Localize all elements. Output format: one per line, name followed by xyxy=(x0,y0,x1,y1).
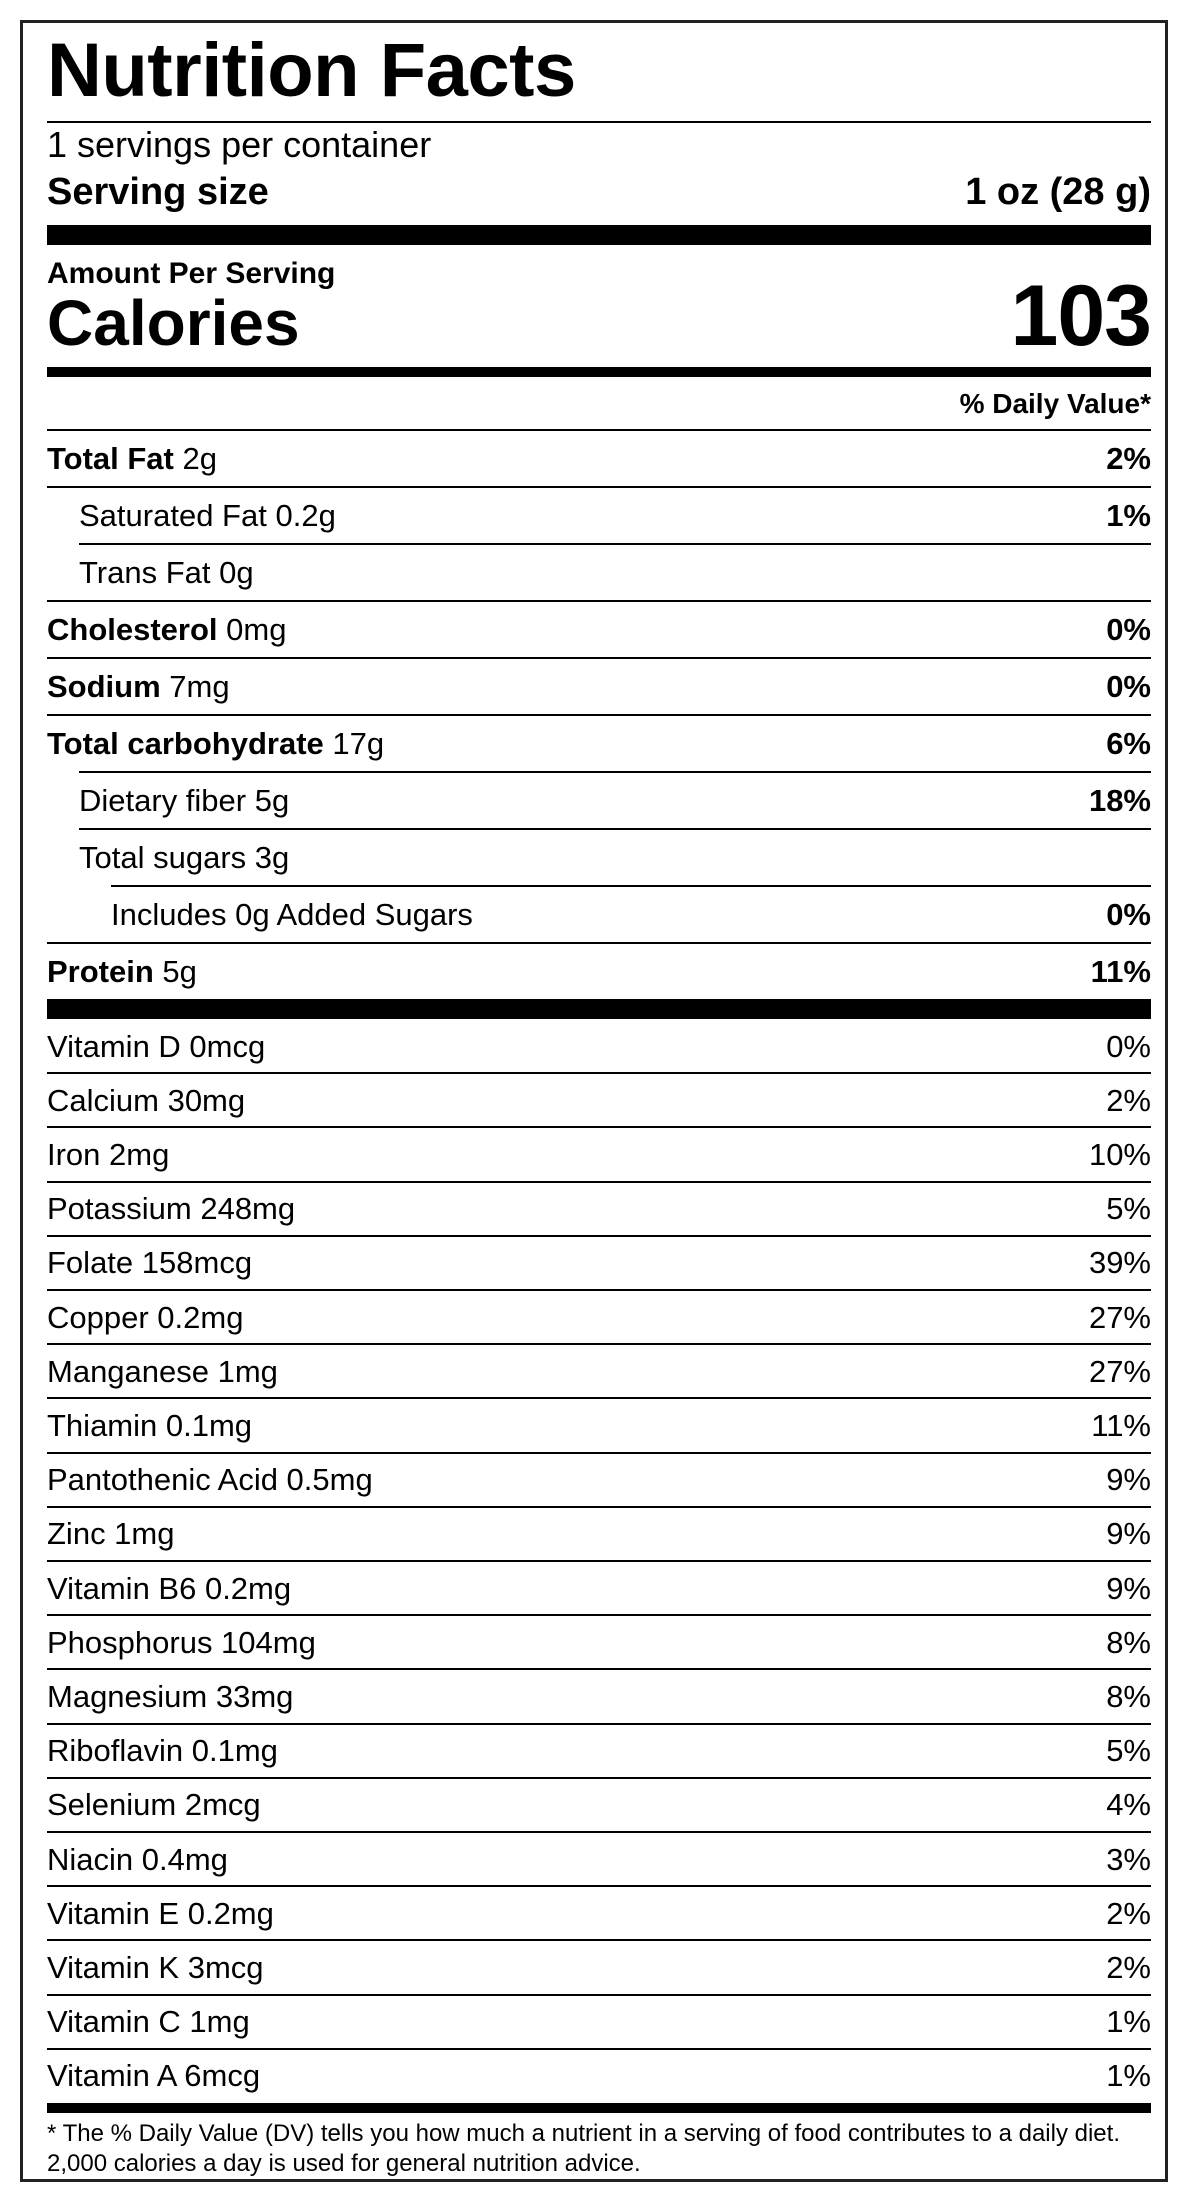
vitamin-dv: 9% xyxy=(1106,1462,1151,1498)
serving-size-value: 1 oz (28 g) xyxy=(965,171,1151,213)
nutrient-row-total-fat xyxy=(47,431,1151,486)
thick-divider xyxy=(47,999,1151,1019)
vitamin-label: Vitamin D 0mcg xyxy=(47,1028,266,1064)
label-title: Nutrition Facts xyxy=(47,28,576,113)
vitamin-row xyxy=(47,1886,1151,1940)
nutrient-row-total-carbohydrate xyxy=(47,716,1151,771)
nutrient-dv: 0% xyxy=(1106,612,1151,647)
nutrient-row-saturated-fat xyxy=(47,488,1151,543)
vitamin-row xyxy=(47,1398,1151,1452)
vitamin-label: Manganese 1mg xyxy=(47,1353,278,1389)
nutrient-amount: 7mg xyxy=(169,669,230,704)
nutrient-dv: 6% xyxy=(1106,726,1151,761)
nutrient-dv: 18% xyxy=(1088,783,1151,818)
vitamin-label: Calcium 30mg xyxy=(47,1082,246,1118)
vitamin-label: Phosphorus 104mg xyxy=(47,1624,316,1660)
vitamin-label: Iron 2mg xyxy=(47,1136,170,1172)
vitamin-label: Vitamin K 3mcg xyxy=(47,1949,264,1985)
nutrient-name: Trans Fat xyxy=(79,555,211,590)
nutrient-label xyxy=(47,842,289,873)
vitamin-row xyxy=(47,1127,1151,1181)
vitamin-label: Pantothenic Acid 0.5mg xyxy=(47,1462,373,1498)
nutrient-amount: 2g xyxy=(182,441,217,476)
nutrient-label xyxy=(47,671,230,702)
vitamin-row xyxy=(47,1778,1151,1832)
nutrient-row-protein xyxy=(47,944,1151,999)
calories-value: 103 xyxy=(1010,268,1151,364)
nutrient-amount: 0.2g xyxy=(275,498,336,533)
vitamin-row xyxy=(47,1995,1151,2049)
thick-divider xyxy=(47,225,1151,245)
serving-size-label: Serving size xyxy=(47,171,269,213)
vitamin-row xyxy=(47,1290,1151,1344)
nutrient-dv: 1% xyxy=(1106,498,1151,533)
vitamin-label: Folate 158mcg xyxy=(47,1245,253,1281)
vitamin-dv: 2% xyxy=(1106,1949,1151,1985)
vitamin-dv: 8% xyxy=(1106,1678,1151,1714)
nutrient-name: Sodium xyxy=(47,669,161,704)
vitamin-row xyxy=(47,1236,1151,1290)
vitamin-dv: 1% xyxy=(1106,2058,1151,2094)
nutrient-dv: 0% xyxy=(1106,897,1151,932)
vitamin-row xyxy=(47,1832,1151,1886)
nutrient-label xyxy=(47,785,289,816)
nutrient-row-cholesterol xyxy=(47,602,1151,657)
vitamin-label: Zinc 1mg xyxy=(47,1516,175,1552)
vitamin-row xyxy=(47,1940,1151,1994)
nutrition-facts-label xyxy=(20,20,1168,2182)
serving-size-row xyxy=(47,173,1151,211)
nutrient-amount: 5g xyxy=(162,954,197,989)
vitamin-label: Niacin 0.4mg xyxy=(47,1841,228,1877)
vitamin-label: Vitamin B6 0.2mg xyxy=(47,1570,292,1606)
vitamin-dv: 0% xyxy=(1106,1028,1151,1064)
vitamin-dv: 27% xyxy=(1088,1353,1151,1389)
vitamin-label: Vitamin E 0.2mg xyxy=(47,1895,274,1931)
nutrient-name: Dietary fiber xyxy=(79,783,247,818)
nutrient-label xyxy=(47,956,197,987)
vitamin-dv: 9% xyxy=(1106,1516,1151,1552)
nutrient-label xyxy=(47,557,254,588)
vitamin-label: Magnesium 33mg xyxy=(47,1678,294,1714)
nutrient-name: Saturated Fat xyxy=(79,498,267,533)
vitamin-row xyxy=(47,2049,1151,2103)
vitamin-label: Vitamin C 1mg xyxy=(47,2004,250,2040)
vitamin-row xyxy=(47,1724,1151,1778)
vitamin-label: Selenium 2mcg xyxy=(47,1787,261,1823)
footnote: * The % Daily Value (DV) tells you how much a nutrient in a serving of food contributes to a daily diet. 2,000 calories a day is used for general nutrition advice. xyxy=(47,2120,1120,2177)
vitamin-row xyxy=(47,1507,1151,1561)
vitamin-row xyxy=(47,1615,1151,1669)
vitamin-dv: 11% xyxy=(1091,1407,1151,1443)
vitamin-row xyxy=(47,1019,1151,1073)
vitamin-dv: 1% xyxy=(1106,2004,1151,2040)
nutrient-row-trans-fat xyxy=(47,545,1151,600)
nutrient-row-sodium xyxy=(47,659,1151,714)
servings-per-container: 1 servings per container xyxy=(47,124,432,165)
medium-divider xyxy=(47,367,1151,377)
vitamin-label: Thiamin 0.1mg xyxy=(47,1407,253,1443)
vitamin-dv: 5% xyxy=(1106,1191,1151,1227)
daily-value-header: % Daily Value* xyxy=(959,388,1151,419)
nutrient-name: Total Fat xyxy=(47,441,174,476)
vitamin-row xyxy=(47,1561,1151,1615)
vitamin-label: Vitamin A 6mcg xyxy=(47,2058,261,2094)
nutrient-name: Protein xyxy=(47,954,154,989)
nutrient-label xyxy=(47,500,336,531)
vitamin-dv: 9% xyxy=(1106,1570,1151,1606)
vitamin-label: Potassium 248mg xyxy=(47,1191,296,1227)
vitamin-row xyxy=(47,1073,1151,1127)
vitamin-dv: 5% xyxy=(1106,1733,1151,1769)
nutrient-name: Total sugars xyxy=(79,840,247,875)
vitamin-row xyxy=(47,1453,1151,1507)
nutrient-name: Cholesterol xyxy=(47,612,218,647)
vitamin-dv: 2% xyxy=(1106,1082,1151,1118)
nutrient-amount: 3g xyxy=(254,840,290,875)
vitamin-dv: 4% xyxy=(1106,1787,1151,1823)
vitamin-label: Riboflavin 0.1mg xyxy=(47,1733,278,1769)
nutrient-label xyxy=(47,443,217,474)
nutrient-dv: 2% xyxy=(1106,441,1151,476)
nutrient-amount: 0mg xyxy=(226,612,287,647)
vitamin-dv: 27% xyxy=(1088,1299,1151,1335)
vitamin-row xyxy=(47,1182,1151,1236)
vitamin-row xyxy=(47,1344,1151,1398)
vitamin-dv: 8% xyxy=(1106,1624,1151,1660)
nutrient-dv: 11% xyxy=(1090,954,1151,989)
nutrient-label xyxy=(47,899,473,930)
vitamin-dv: 39% xyxy=(1088,1245,1151,1281)
nutrient-row-total-sugars xyxy=(47,830,1151,885)
divider xyxy=(47,121,1151,123)
nutrient-row-added-sugars xyxy=(47,887,1151,942)
medium-divider xyxy=(47,2103,1151,2113)
nutrient-amount: 17g xyxy=(332,726,385,761)
nutrient-name: Includes 0g Added Sugars xyxy=(111,897,473,932)
nutrient-label xyxy=(47,614,286,645)
vitamin-dv: 3% xyxy=(1106,1841,1151,1877)
nutrient-row-dietary-fiber xyxy=(47,773,1151,828)
amount-per-serving: Amount Per Serving xyxy=(47,257,336,290)
nutrient-name: Total carbohydrate xyxy=(47,726,324,761)
nutrient-amount: 0g xyxy=(219,555,254,590)
vitamin-dv: 10% xyxy=(1088,1136,1151,1172)
vitamin-dv: 2% xyxy=(1106,1895,1151,1931)
nutrient-label xyxy=(47,728,384,759)
vitamin-row xyxy=(47,1669,1151,1723)
vitamin-label: Copper 0.2mg xyxy=(47,1299,244,1335)
nutrient-amount: 5g xyxy=(254,783,290,818)
nutrient-dv: 0% xyxy=(1106,669,1151,704)
calories-label: Calories xyxy=(47,287,300,359)
